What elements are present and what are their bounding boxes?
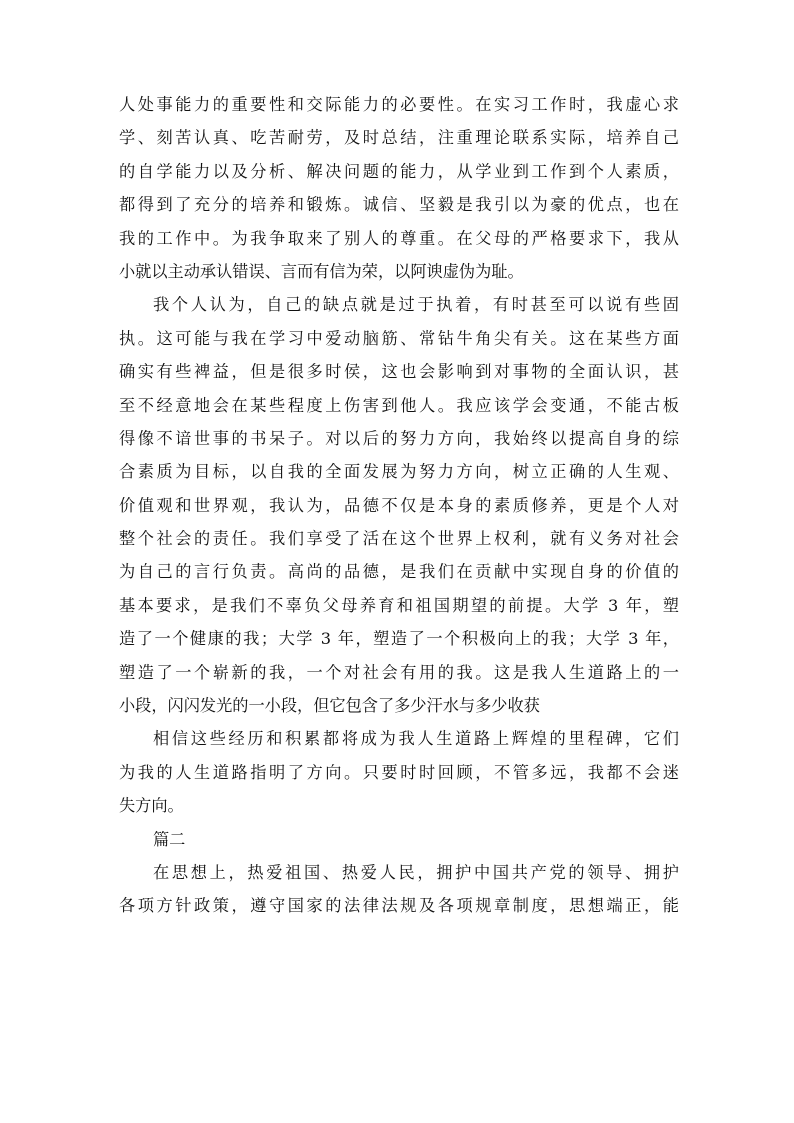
document-body	[119, 88, 679, 923]
text-line: 小段，闪闪发光的一小段，但它包含了多少汗水与多少收获	[119, 696, 540, 716]
text-line: 至不经意地会在某些程度上伤害到他人。我应该学会变通，不能古板	[119, 395, 679, 415]
text-line: 造了一个健康的我；大学 3 年，塑造了一个积极向上的我；大学 3 年，	[119, 629, 679, 649]
text-line: 为自己的言行负责。高尚的品德，是我们在贡献中实现自身的价值的	[119, 562, 679, 582]
text-line: 人处事能力的重要性和交际能力的必要性。在实习工作时，我虚心求	[119, 95, 679, 114]
text-line: 篇二	[153, 829, 186, 849]
text-line: 基本要求，是我们不辜负父母养育和祖国期望的前提。大学 3 年，塑	[119, 595, 679, 615]
text-line: 执。这可能与我在学习中爱动脑筋、常钻牛角尖有关。这在某些方面	[119, 328, 679, 348]
text-line: 合素质为目标，以自我的全面发展为努力方向，树立正确的人生观、	[119, 462, 679, 482]
text-line: 我个人认为，自己的缺点就是过于执着，有时甚至可以说有些固	[153, 295, 679, 315]
text-line: 我的工作中。为我争取来了别人的尊重。在父母的严格要求下，我从	[119, 228, 679, 248]
text-line: 整个社会的责任。我们享受了活在这个世界上权利，就有义务对社会	[119, 529, 679, 549]
text-line: 价值观和世界观，我认为，品德不仅是本身的素质修养，更是个人对	[119, 495, 679, 515]
text-line: 为我的人生道路指明了方向。只要时时回顾，不管多远，我都不会迷	[119, 762, 679, 782]
text-line: 相信这些经历和积累都将成为我人生道路上辉煌的里程碑，它们	[153, 729, 679, 749]
text-line: 塑造了一个崭新的我，一个对社会有用的我。这是我人生道路上的一	[119, 662, 679, 682]
text-line: 确实有些裨益，但是很多时侯，这也会影响到对事物的全面认识，甚	[119, 362, 679, 382]
text-line: 的自学能力以及分析、解决问题的能力，从学业到工作到个人素质，	[119, 161, 679, 181]
text-line: 小就以主动承认错误、言而有信为荣，以阿谀虚伪为耻。	[119, 261, 524, 281]
text-line: 在思想上，热爱祖国、热爱人民，拥护中国共产党的领导、拥护	[153, 862, 679, 882]
text-line: 失方向。	[119, 796, 184, 816]
text-line: 都得到了充分的培养和锻炼。诚信、坚毅是我引以为豪的优点，也在	[119, 195, 679, 215]
text-line: 各项方针政策，遵守国家的法律法规及各项规章制度，思想端正，能	[119, 896, 679, 916]
text-line: 学、刻苦认真、吃苦耐劳，及时总结，注重理论联系实际，培养自己	[119, 128, 679, 148]
text-line: 得像不谙世事的书呆子。对以后的努力方向，我始终以提高自身的综	[119, 428, 679, 448]
